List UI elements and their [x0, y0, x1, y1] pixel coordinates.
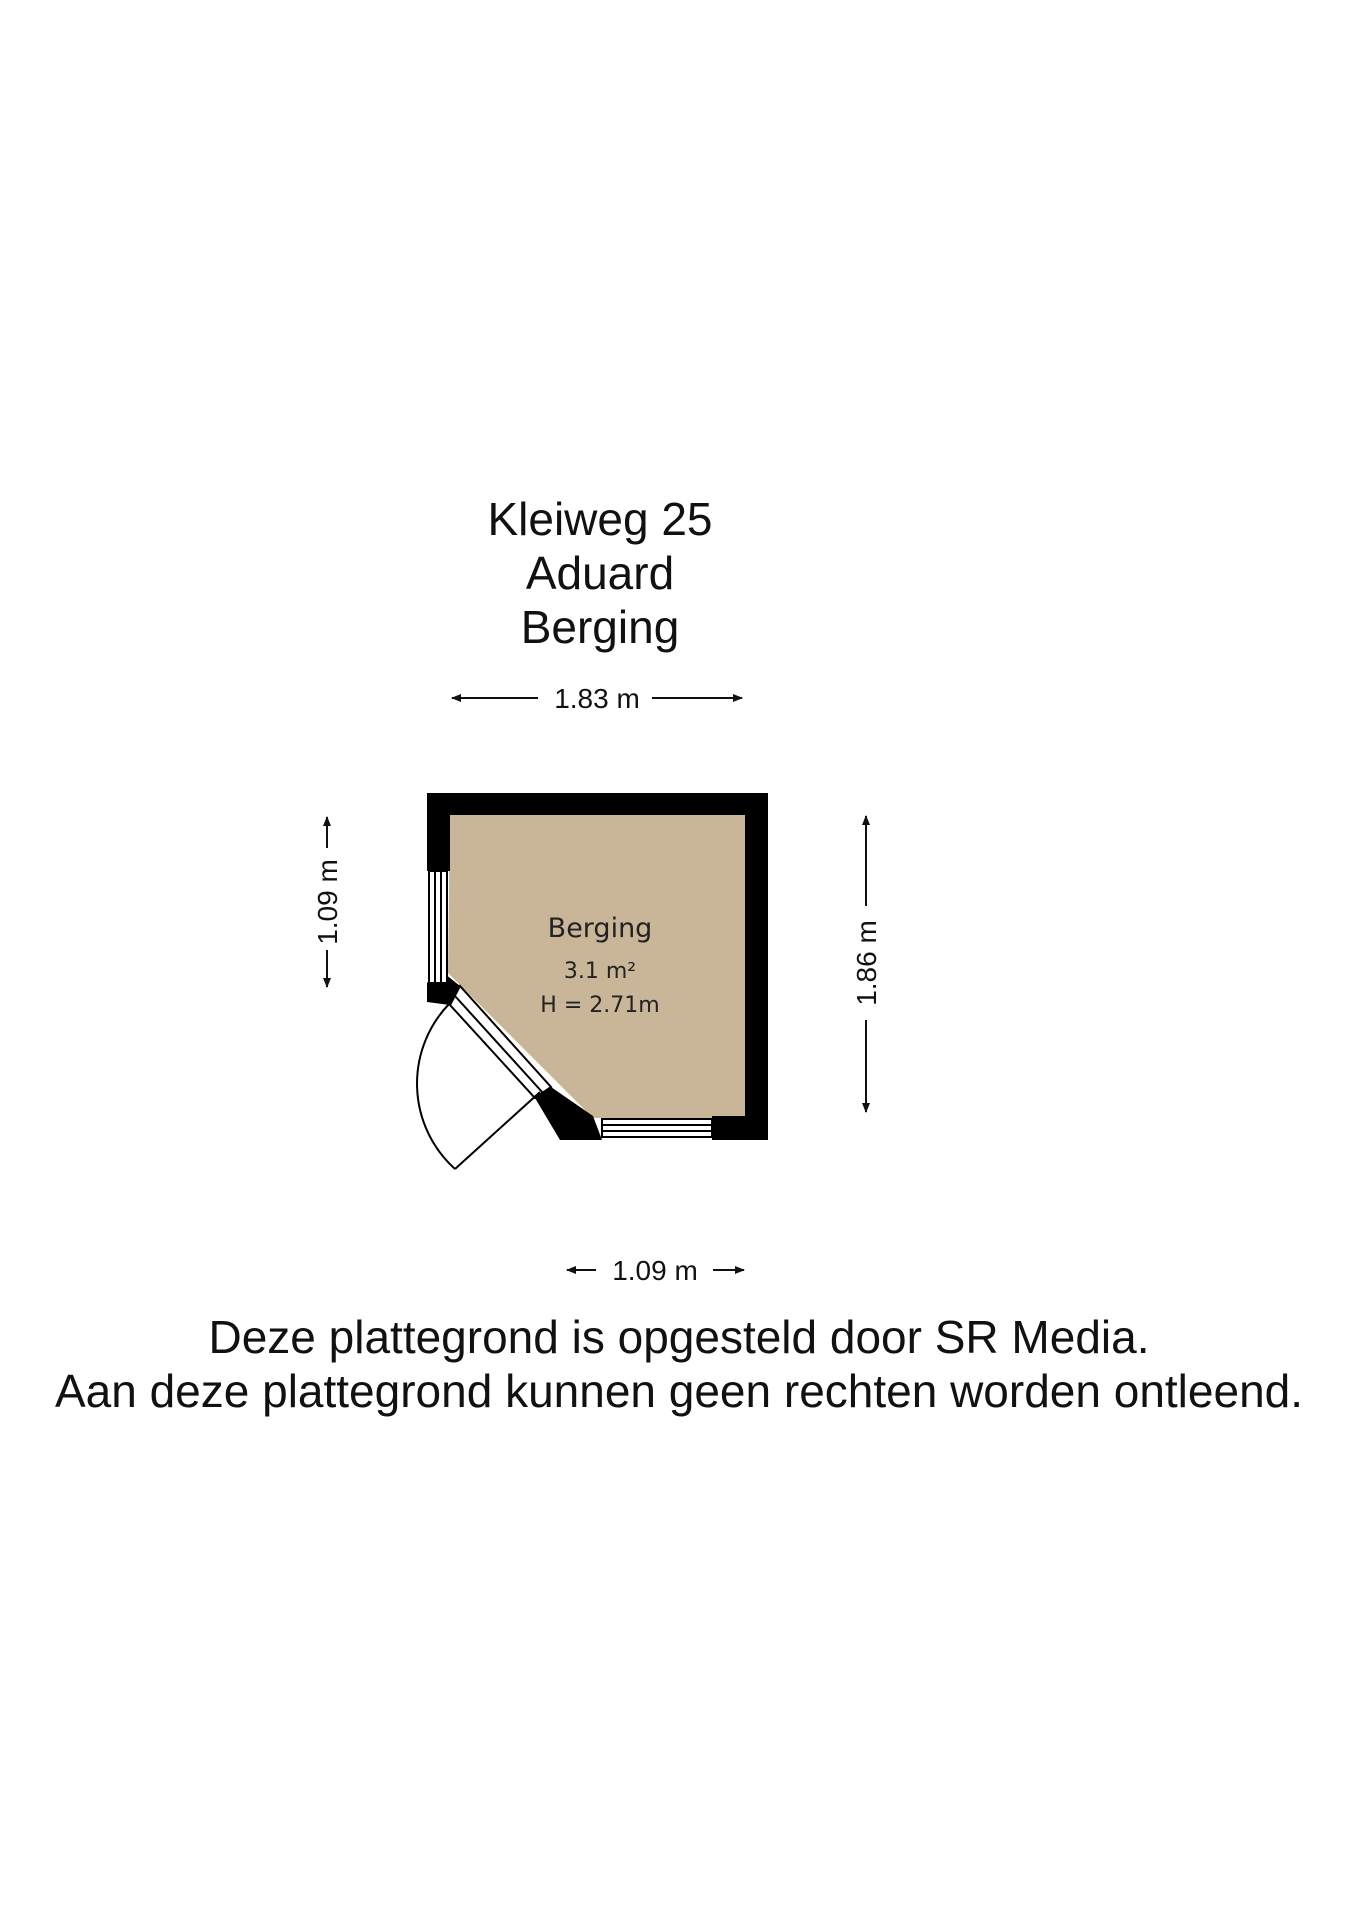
address-title: Kleiweg 25	[487, 493, 713, 545]
dimension-left-label: 1.09 m	[312, 859, 343, 945]
dimension-bottom-label: 1.09 m	[612, 1255, 698, 1286]
disclaimer-line-1: Deze plattegrond is opgesteld door SR Media.	[208, 1311, 1150, 1363]
disclaimer-line-2: Aan deze plattegrond kunnen geen rechten worden ontleend.	[54, 1365, 1304, 1417]
room-area-label: 3.1 m²	[563, 959, 637, 984]
floor-title: Berging	[520, 601, 680, 653]
wall-top	[427, 793, 768, 815]
wall-left-top	[427, 793, 450, 871]
dimension-left	[312, 817, 343, 987]
disclaimer	[0, 1310, 1358, 1418]
dimension-right-label: 1.86 m	[851, 920, 882, 1006]
town-title: Aduard	[525, 547, 675, 599]
dimension-top-label: 1.83 m	[554, 683, 640, 714]
window-bottom	[602, 1119, 712, 1137]
dimension-right	[851, 816, 882, 1112]
dimension-bottom	[567, 1255, 744, 1286]
wall-right	[745, 793, 768, 1140]
room-name-label: Berging	[547, 913, 653, 944]
window-left	[429, 871, 447, 983]
room-height-label: H = 2.71m	[540, 993, 660, 1018]
wall-bottom-right	[712, 1116, 768, 1140]
dimension-top	[452, 683, 742, 714]
